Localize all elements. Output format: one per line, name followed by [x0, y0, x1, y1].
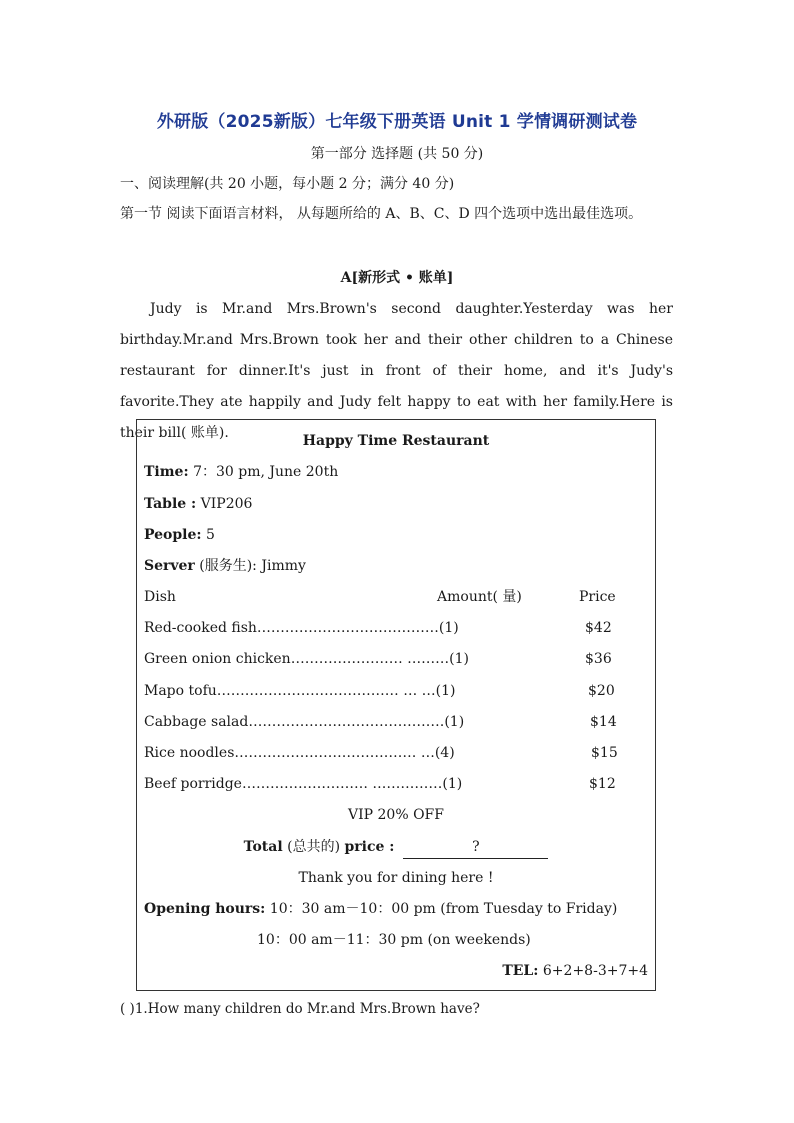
- bill-item: [144, 680, 648, 702]
- section-one-heading: 一、阅读理解(共 20 小题，每小题 2 分；满分 40 分): [120, 176, 455, 192]
- item-name: Cabbage salad……………………………………(1): [144, 714, 465, 730]
- opening-hours: [144, 898, 648, 920]
- passage-heading: A[新形式 • 账单]: [340, 270, 454, 286]
- item-price: $14: [590, 714, 617, 730]
- server-value: (服务生): Jimmy: [194, 558, 306, 574]
- restaurant-name: Happy Time Restaurant: [302, 433, 490, 449]
- part-heading: 第一部分 选择题 (共 50 分): [310, 146, 484, 162]
- bill-header-row: [144, 586, 648, 608]
- time-value: 7：30 pm, June 20th: [188, 464, 339, 480]
- col-amount: Amount( 量): [437, 589, 522, 605]
- bill-time: [144, 461, 648, 483]
- item-name: Beef porridge……………………… ……………(1): [144, 776, 463, 792]
- vip-discount: VIP 20% OFF: [348, 807, 444, 823]
- people-label: People:: [144, 527, 202, 543]
- col-dish: Dish: [144, 589, 176, 605]
- item-price: $36: [585, 651, 612, 667]
- total-label: Total: [243, 839, 283, 855]
- bill-item: [144, 648, 648, 670]
- item-name: Rice noodles………………………………… …(4): [144, 745, 455, 761]
- time-label: Time:: [144, 464, 189, 480]
- item-price: $20: [588, 683, 615, 699]
- bill-total: [144, 836, 648, 858]
- opening-line-2: 10：00 am－11：30 pm (on weekends): [257, 932, 531, 948]
- server-label: Server: [144, 558, 195, 574]
- reading-passage: Judy is Mr.and Mrs.Brown's second daughter.Yesterday was her birthday.Mr.and Mrs.Brown took her and their other children to a Chinese restaurant for dinner.It's just in front of their home, and it's Judy's favorite.They ate happily and Judy felt happy to eat with her family.Here is their bill( 账单).: [120, 301, 673, 441]
- tel-value: 6+2+8-3+7+4: [538, 963, 648, 979]
- table-value: VIP206: [196, 496, 253, 512]
- item-price: $42: [585, 620, 612, 636]
- item-price: $15: [591, 745, 618, 761]
- section-instructions: 第一节 阅读下面语言材料， 从每题所给的 A、B、C、D 四个选项中选出最佳选项。: [120, 206, 643, 222]
- tel-label: TEL:: [502, 963, 539, 979]
- item-name: Green onion chicken…………………… ………(1): [144, 651, 469, 667]
- bill-server: [144, 555, 648, 577]
- total-price-label: price :: [344, 839, 395, 855]
- people-value: 5: [201, 527, 215, 543]
- restaurant-bill: [136, 419, 656, 991]
- total-note: (总共的): [282, 839, 345, 855]
- exam-title: 外研版（2025新版）七年级下册英语 Unit 1 学情调研测试卷: [156, 112, 638, 132]
- item-name: Mapo tofu………………………………… … …(1): [144, 683, 456, 699]
- bill-item: [144, 711, 648, 733]
- col-price: Price: [579, 589, 616, 605]
- item-price: $12: [589, 776, 616, 792]
- item-name: Red-cooked fish…………………………………(1): [144, 620, 459, 636]
- thanks-message: Thank you for dining here !: [298, 870, 494, 886]
- opening-line-1: 10：30 am－10：00 pm (from Tuesday to Friday): [265, 901, 618, 917]
- bill-table: [144, 493, 648, 515]
- table-label: Table :: [144, 496, 197, 512]
- total-blank: ?: [403, 836, 548, 859]
- opening-label: Opening hours:: [144, 901, 266, 917]
- bill-people: [144, 524, 648, 546]
- bill-item: [144, 617, 648, 639]
- bill-item: [144, 773, 648, 795]
- bill-tel: [144, 960, 648, 982]
- bill-item: [144, 742, 648, 764]
- question-1: ( )1.How many children do Mr.and Mrs.Brown have?: [120, 1001, 480, 1017]
